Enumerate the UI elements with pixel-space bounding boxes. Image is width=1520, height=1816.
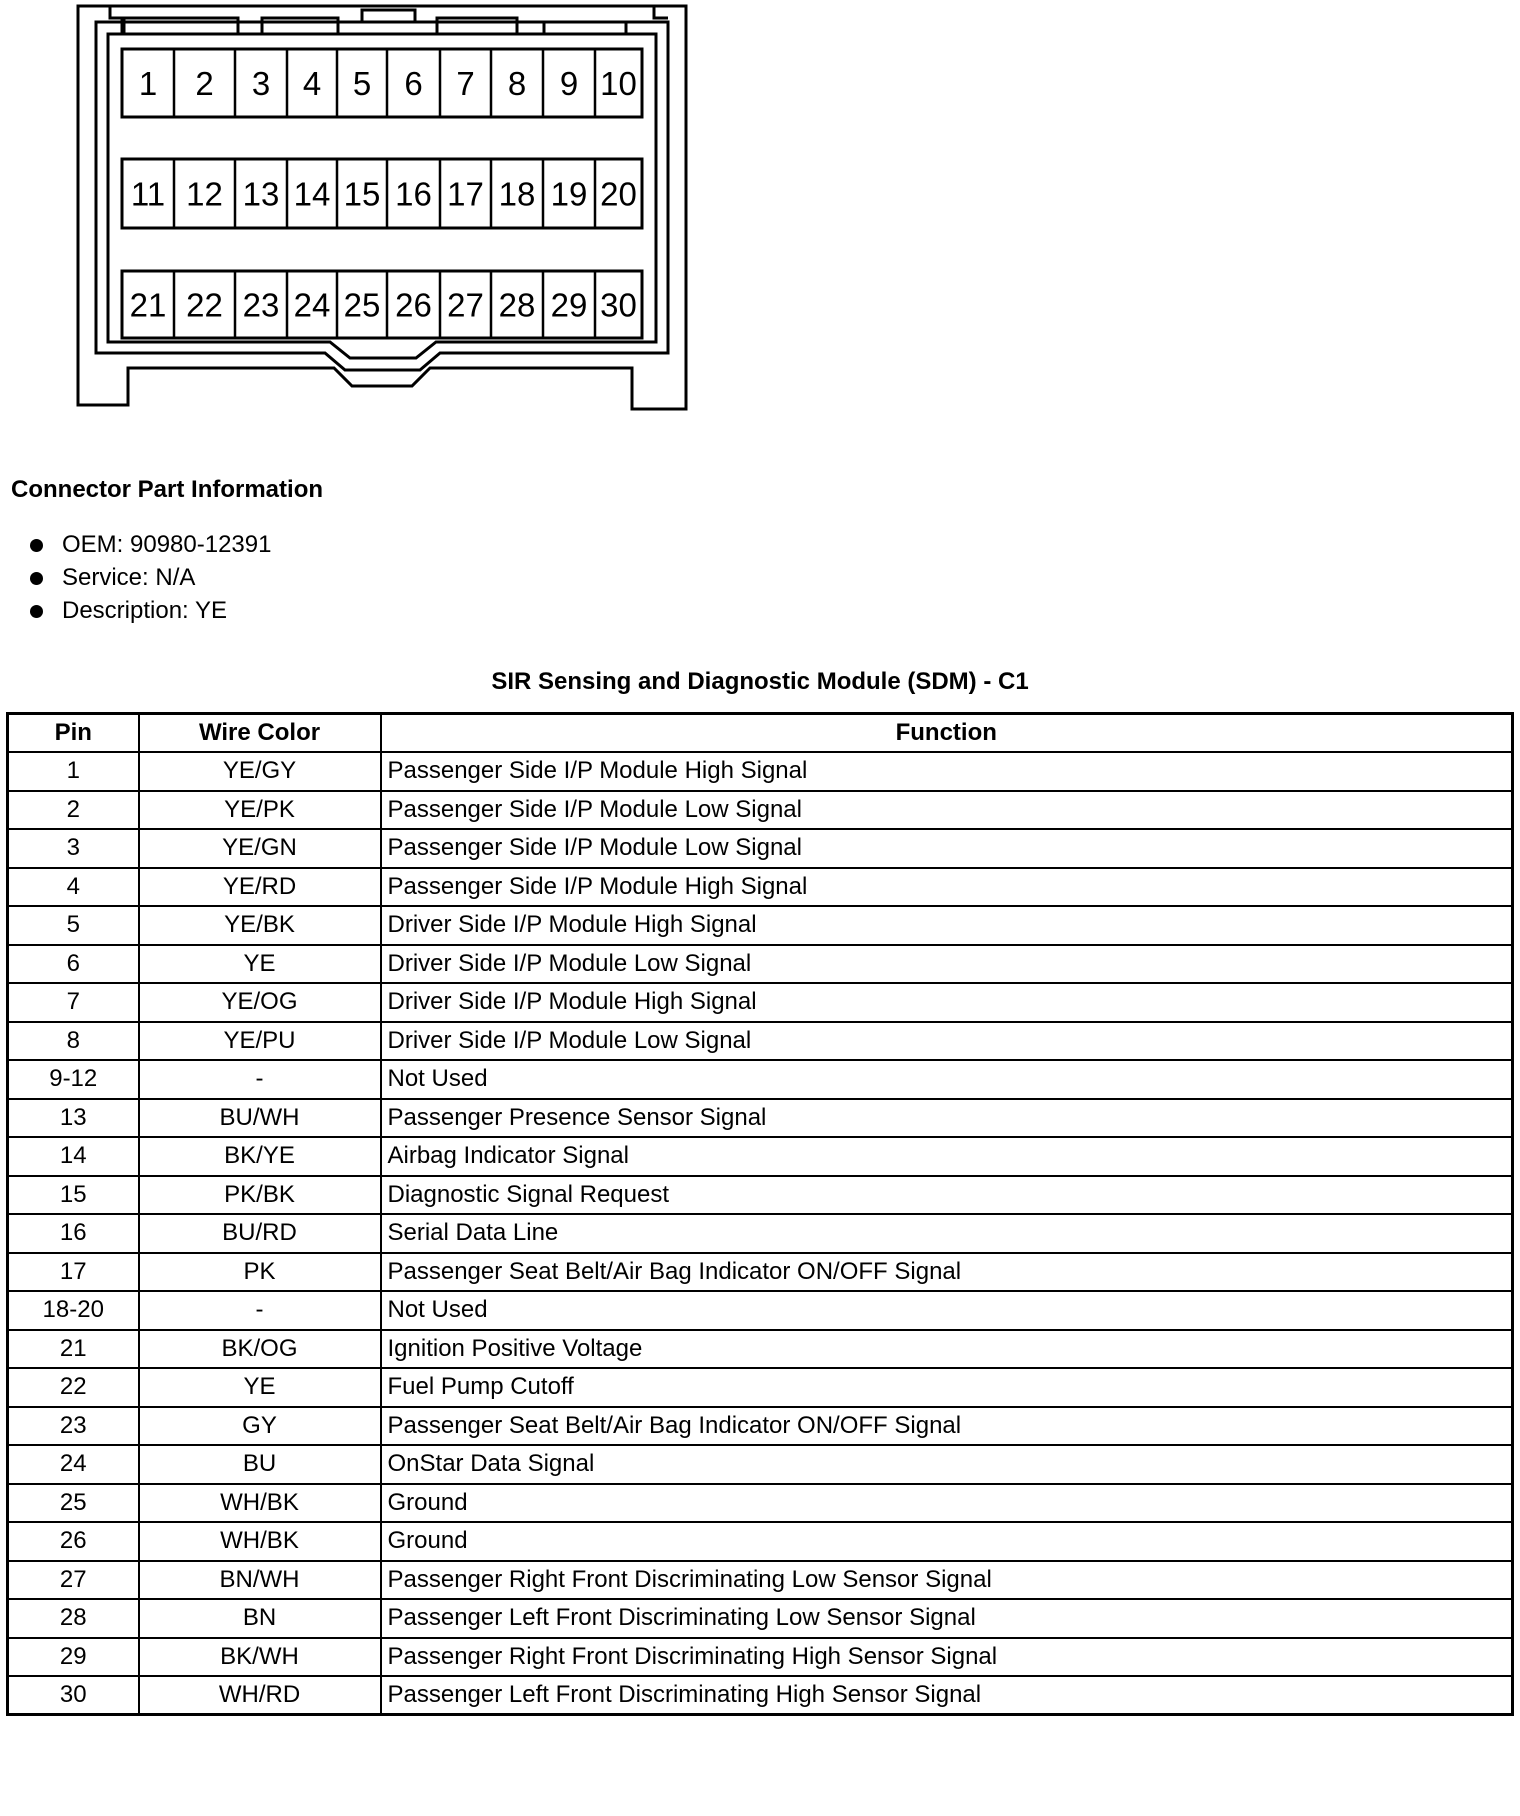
function-cell: Not Used xyxy=(381,1291,1513,1330)
table-row xyxy=(8,1253,1513,1292)
pin-label: 25 xyxy=(343,286,381,324)
function-cell: Ignition Positive Voltage xyxy=(381,1330,1513,1369)
wire-color-cell: YE xyxy=(139,1368,381,1407)
function-cell: Passenger Seat Belt/Air Bag Indicator ON/OFF Signal xyxy=(381,1407,1513,1446)
connector-part-info-heading: Connector Part Information xyxy=(11,476,324,503)
pin-cell: 28 xyxy=(8,1599,139,1638)
pin-label: 30 xyxy=(600,286,637,324)
pin-cell: 22 xyxy=(8,1368,139,1407)
function-cell: Driver Side I/P Module High Signal xyxy=(381,906,1513,945)
header-pin: Pin xyxy=(8,714,139,753)
pin-cell: 30 xyxy=(8,1676,139,1715)
function-cell: Passenger Side I/P Module High Signal xyxy=(381,868,1513,907)
table-row xyxy=(8,1445,1513,1484)
pin-label: 5 xyxy=(352,65,372,102)
pin-cell: 26 xyxy=(8,1522,139,1561)
table-row xyxy=(8,1484,1513,1523)
pin-label: 29 xyxy=(550,286,588,324)
pin-label: 26 xyxy=(395,286,432,324)
function-cell: Fuel Pump Cutoff xyxy=(381,1368,1513,1407)
pin-label: 12 xyxy=(186,175,223,213)
pin-label: 2 xyxy=(195,65,214,102)
table-row xyxy=(8,829,1513,868)
table-row xyxy=(8,1599,1513,1638)
table-row xyxy=(8,1214,1513,1253)
function-cell: Passenger Left Front Discriminating High Sensor Signal xyxy=(381,1676,1513,1715)
function-cell: Not Used xyxy=(381,1060,1513,1099)
function-cell: Passenger Side I/P Module High Signal xyxy=(381,752,1513,791)
wire-color-cell: GY xyxy=(139,1407,381,1446)
wire-color-cell: BK/YE xyxy=(139,1137,381,1176)
pin-label: 7 xyxy=(456,65,475,102)
pin-cell: 5 xyxy=(8,906,139,945)
pin-cell: 9-12 xyxy=(8,1060,139,1099)
wire-color-cell: YE/RD xyxy=(139,868,381,907)
pin-label: 24 xyxy=(293,286,331,324)
table-row xyxy=(8,1676,1513,1715)
bullet-icon xyxy=(30,572,43,585)
pin-cell: 27 xyxy=(8,1561,139,1600)
table-row xyxy=(8,1291,1513,1330)
pin-label: 22 xyxy=(186,286,223,324)
pin-cell: 3 xyxy=(8,829,139,868)
table-row xyxy=(8,1638,1513,1677)
wire-color-cell: YE/PU xyxy=(139,1022,381,1061)
wire-color-cell: BK/OG xyxy=(139,1330,381,1369)
pin-label: 27 xyxy=(447,286,484,324)
wire-color-cell: PK xyxy=(139,1253,381,1292)
wire-color-cell: YE/PK xyxy=(139,791,381,830)
pin-cell: 23 xyxy=(8,1407,139,1446)
pin-label: 11 xyxy=(130,175,166,213)
description-text: Description: YE xyxy=(62,597,227,624)
pin-label: 23 xyxy=(242,286,280,324)
pin-cell: 7 xyxy=(8,983,139,1022)
pin-label: 10 xyxy=(600,65,637,102)
pin-label: 19 xyxy=(550,175,588,213)
part-info-item-oem xyxy=(30,528,271,561)
function-cell: Driver Side I/P Module Low Signal xyxy=(381,945,1513,984)
pin-cell: 6 xyxy=(8,945,139,984)
pin-grid xyxy=(122,49,642,338)
pin-label: 16 xyxy=(395,175,432,213)
table-row xyxy=(8,906,1513,945)
pin-label: 20 xyxy=(600,175,637,213)
function-cell: Passenger Side I/P Module Low Signal xyxy=(381,791,1513,830)
table-row xyxy=(8,945,1513,984)
pin-cell: 15 xyxy=(8,1176,139,1215)
wire-color-cell: YE/BK xyxy=(139,906,381,945)
wire-color-cell: WH/RD xyxy=(139,1676,381,1715)
pin-label: 18 xyxy=(498,175,536,213)
table-row xyxy=(8,1561,1513,1600)
pin-label: 8 xyxy=(507,65,527,102)
pin-cell: 16 xyxy=(8,1214,139,1253)
connector-diagram xyxy=(0,0,700,420)
table-row xyxy=(8,1099,1513,1138)
pin-label: 14 xyxy=(293,175,331,213)
table-row xyxy=(8,1407,1513,1446)
pin-table xyxy=(6,712,1514,1716)
pin-label: 6 xyxy=(404,65,423,102)
table-row xyxy=(8,1522,1513,1561)
service-text: Service: N/A xyxy=(62,564,196,591)
function-cell: OnStar Data Signal xyxy=(381,1445,1513,1484)
pin-label: 3 xyxy=(251,65,271,102)
wire-color-cell: WH/BK xyxy=(139,1484,381,1523)
pin-cell: 1 xyxy=(8,752,139,791)
pin-cell: 29 xyxy=(8,1638,139,1677)
table-row xyxy=(8,983,1513,1022)
wire-color-cell: - xyxy=(139,1060,381,1099)
pin-label: 21 xyxy=(129,286,167,324)
wire-color-cell: YE/OG xyxy=(139,983,381,1022)
table-header-row xyxy=(8,714,1513,753)
pin-cell: 2 xyxy=(8,791,139,830)
wire-color-cell: WH/BK xyxy=(139,1522,381,1561)
table-row xyxy=(8,868,1513,907)
pin-cell: 17 xyxy=(8,1253,139,1292)
function-cell: Ground xyxy=(381,1522,1513,1561)
header-wire-color: Wire Color xyxy=(139,714,381,753)
pin-cell: 14 xyxy=(8,1137,139,1176)
pin-label: 15 xyxy=(343,175,381,213)
function-cell: Passenger Right Front Discriminating Low Sensor Signal xyxy=(381,1561,1513,1600)
function-cell: Passenger Seat Belt/Air Bag Indicator ON/OFF Signal xyxy=(381,1253,1513,1292)
function-cell: Airbag Indicator Signal xyxy=(381,1137,1513,1176)
wire-color-cell: BU/WH xyxy=(139,1099,381,1138)
table-row xyxy=(8,1330,1513,1369)
wire-color-cell: PK/BK xyxy=(139,1176,381,1215)
function-cell: Passenger Left Front Discriminating Low Sensor Signal xyxy=(381,1599,1513,1638)
table-title: SIR Sensing and Diagnostic Module (SDM) - C1 xyxy=(491,668,1029,695)
pin-label: 9 xyxy=(559,65,579,102)
pin-cell: 4 xyxy=(8,868,139,907)
header-function: Function xyxy=(381,714,1513,753)
pin-label: 17 xyxy=(447,175,484,213)
wire-color-cell: - xyxy=(139,1291,381,1330)
table-row xyxy=(8,752,1513,791)
function-cell: Driver Side I/P Module Low Signal xyxy=(381,1022,1513,1061)
part-info-item-service xyxy=(30,561,271,594)
pin-cell: 8 xyxy=(8,1022,139,1061)
table-row xyxy=(8,1022,1513,1061)
function-cell: Passenger Right Front Discriminating High Sensor Signal xyxy=(381,1638,1513,1677)
wire-color-cell: YE/GY xyxy=(139,752,381,791)
table-row xyxy=(8,1137,1513,1176)
function-cell: Diagnostic Signal Request xyxy=(381,1176,1513,1215)
bullet-icon xyxy=(30,539,43,552)
table-row xyxy=(8,1060,1513,1099)
table-row xyxy=(8,791,1513,830)
wire-color-cell: YE xyxy=(139,945,381,984)
function-cell: Ground xyxy=(381,1484,1513,1523)
function-cell: Serial Data Line xyxy=(381,1214,1513,1253)
part-info-item-description xyxy=(30,594,271,627)
pin-cell: 13 xyxy=(8,1099,139,1138)
table-row xyxy=(8,1176,1513,1215)
pin-cell: 21 xyxy=(8,1330,139,1369)
oem-text: OEM: 90980-12391 xyxy=(62,531,272,558)
pin-cell: 24 xyxy=(8,1445,139,1484)
table-row xyxy=(8,1368,1513,1407)
wire-color-cell: BU xyxy=(139,1445,381,1484)
function-cell: Driver Side I/P Module High Signal xyxy=(381,983,1513,1022)
wire-color-cell: BN xyxy=(139,1599,381,1638)
wire-color-cell: BU/RD xyxy=(139,1214,381,1253)
bullet-icon xyxy=(30,605,43,618)
wire-color-cell: BK/WH xyxy=(139,1638,381,1677)
pin-label: 28 xyxy=(498,286,536,324)
pin-label: 13 xyxy=(242,175,280,213)
pin-label: 1 xyxy=(138,65,158,102)
connector-part-info-list xyxy=(30,528,271,627)
wire-color-cell: YE/GN xyxy=(139,829,381,868)
function-cell: Passenger Side I/P Module Low Signal xyxy=(381,829,1513,868)
pin-label: 4 xyxy=(302,65,322,102)
pin-cell: 25 xyxy=(8,1484,139,1523)
function-cell: Passenger Presence Sensor Signal xyxy=(381,1099,1513,1138)
pin-cell: 18-20 xyxy=(8,1291,139,1330)
wire-color-cell: BN/WH xyxy=(139,1561,381,1600)
